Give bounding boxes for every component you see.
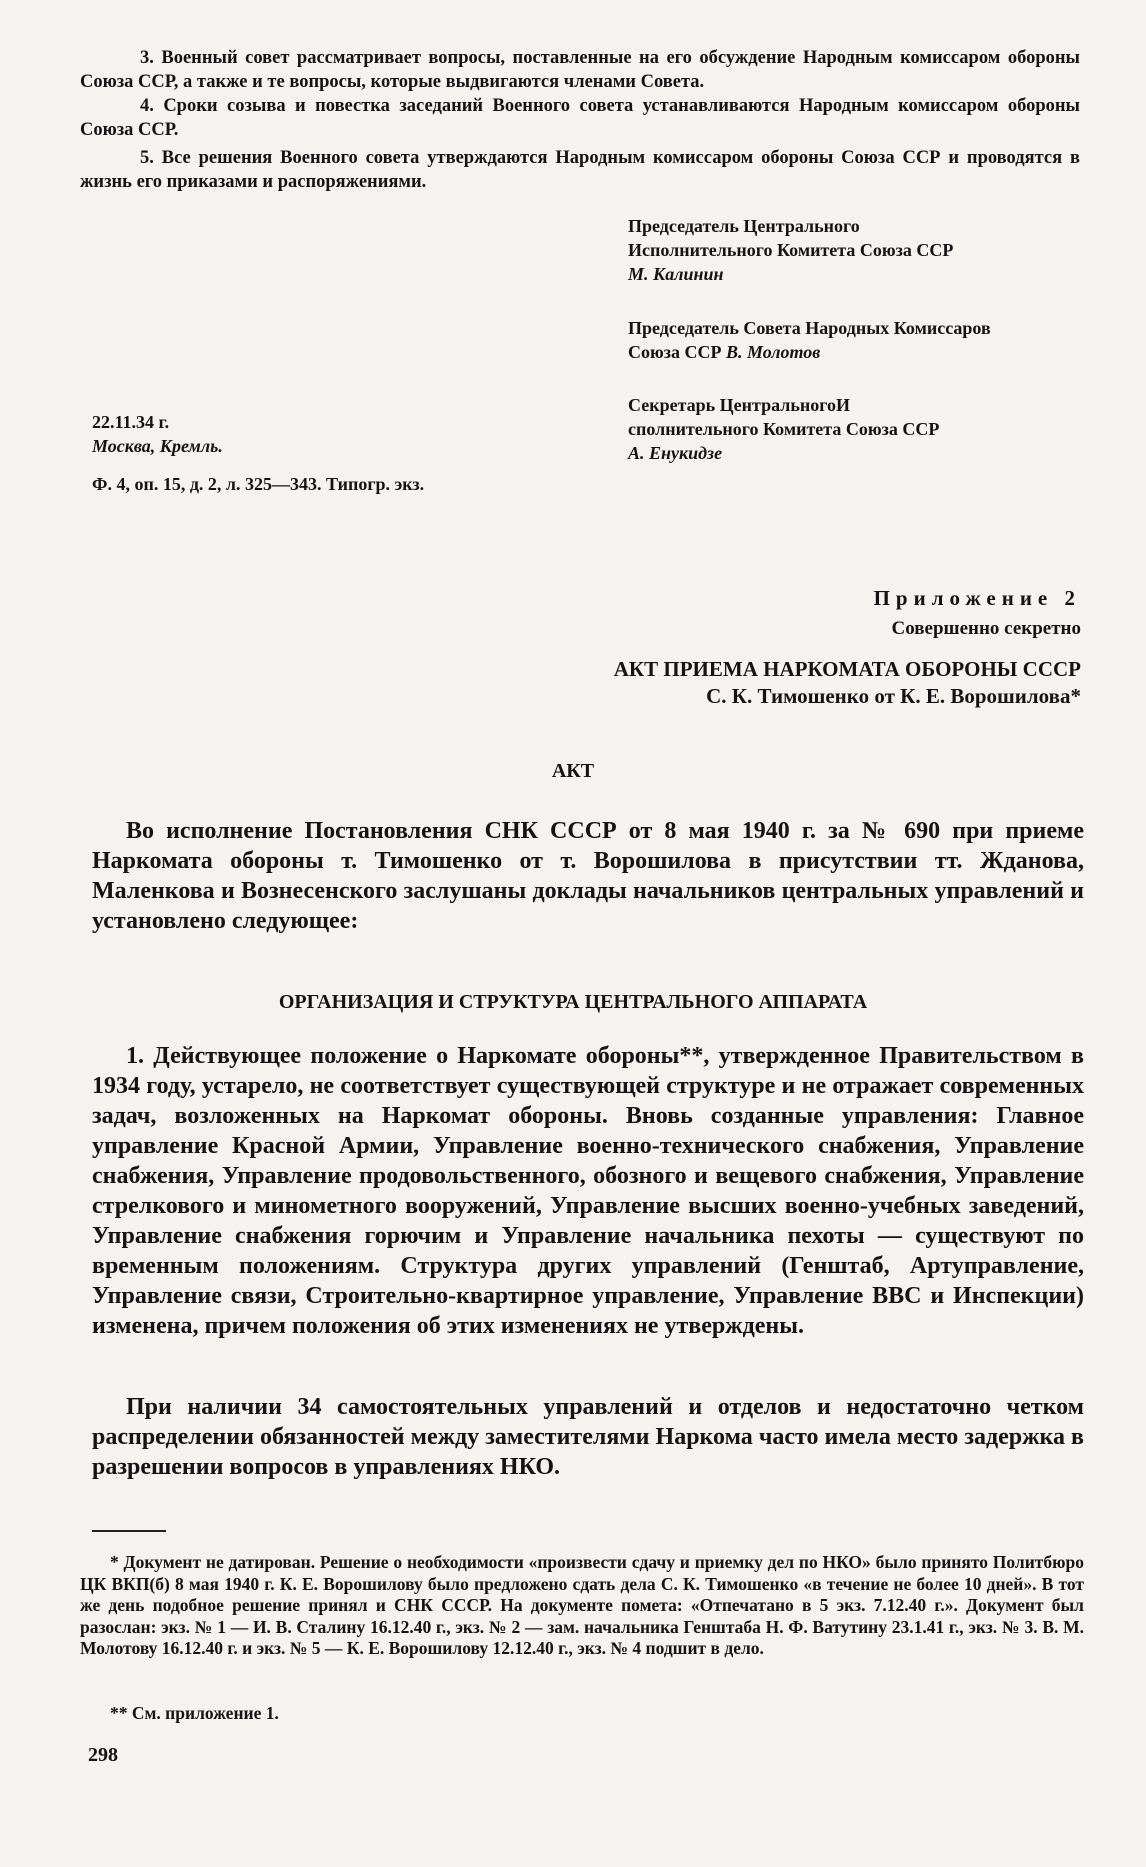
body-paragraph-1: 1. Действующее положение о Наркомате обороны**, утвержденное Правительством в 1934 году, устарело, не соответствует существующей структуре и не отражает современных задач, возложенных на Наркомат обороны. Вновь созданные управления: Главное управление Красной Армии, Управление военно-технического снабжения, Управление снабжения, Управление продовольственного, обозного и вещевого снабжения, Управление стрелкового и минометного вооружений, Управление высших военно-учебных заведений, Управление снабжения горючим и Управление начальника пехоты — существуют по временным положениям. Структура других управлений (Генштаб, Артуправление, Управление связи, Строительно-квартирное управление, Управление ВВС и Инспекции) изменена, причем положения об этих изменениях не утверждены.: [92, 1043, 1084, 1339]
archive-reference: Ф. 4, оп. 15, д. 2, л. 325—343. Типогр. экз.: [92, 474, 425, 494]
signature-name: В. Молотов: [725, 342, 821, 362]
act-title-line: АКТ ПРИЕМА НАРКОМАТА ОБОРОНЫ СССР: [613, 657, 1081, 681]
paragraph-5: 5. Все решения Военного совета утверждаются Народным комиссаром обороны Союза ССР и проводятся в жизнь его приказами и распоряжениями.: [80, 148, 1080, 192]
signature-title-line: Секретарь ЦентральногоИ: [628, 395, 850, 415]
paragraph-4: 4. Сроки созыва и повестка заседаний Военного совета устанавливаются Народным комиссаром обороны Союза ССР.: [80, 96, 1080, 140]
signature-title-line: Союза ССР: [628, 342, 722, 362]
paragraph-3: 3. Военный совет рассматривает вопросы, поставленные на его обсуждение Народным комиссаром обороны Союза ССР, а также и те вопросы, которые выдвигаются членами Совета.: [80, 48, 1080, 92]
act-title: [361, 656, 1081, 710]
signature-title-line: Исполнительного Комитета Союза ССР: [628, 240, 954, 260]
signature-title-line: Председатель Совета Народных Комиссаров: [628, 318, 991, 338]
document-date: 22.11.34 г.: [92, 412, 170, 432]
section-heading: ОРГАНИЗАЦИЯ И СТРУКТУРА ЦЕНТРАЛЬНОГО АППАРАТА: [278, 991, 868, 1013]
signature-name: А. Енукидзе: [628, 443, 723, 463]
footnote-1: * Документ не датирован. Решение о необходимости «произвести сдачу и приемку дел по НКО» было принято Политбюро ЦК ВКП(б) 8 мая 1940 г. К. Е. Ворошилову было предложено сдать дела С. К. Тимошенко «в течение не более 10 дней». В тот же день подобное решение принял и СНК СССР. На документе помета: «Отпечатано в 5 экз. 7.12.40 г.». Документ был разослан: экз. № 1 — И. В. Сталину 16.12.40 г., экз. № 2 — зам. начальника Генштаба Н. Ф. Ватутину 23.1.41 г., экз. № 3. В. М. Молотову 16.12.40 г. и экз. № 5 — К. Е. Ворошилову 12.12.40 г., экз. № 4 подшит в дело.: [80, 1552, 1084, 1658]
classification-stamp: Совершенно секретно: [891, 618, 1081, 639]
signature-title-line: сполнительного Комитета Союза ССР: [628, 419, 940, 439]
signature-enukidze: [628, 393, 1108, 465]
signature-molotov: [628, 316, 1108, 364]
footnote-divider: [92, 1530, 166, 1532]
page-number: 298: [88, 1744, 118, 1766]
act-heading: АКТ: [551, 760, 595, 782]
intro-paragraph: Во исполнение Постановления СНК СССР от 8 мая 1940 г. за № 690 при приеме Наркомата обороны т. Тимошенко от т. Ворошилова в присутствии тт. Жданова, Маленкова и Вознесенского заслушаны доклады начальников центральных управлений и установлено следующее:: [92, 818, 1084, 934]
document-place: Москва, Кремль.: [92, 436, 223, 456]
signature-title-line: Председатель Центрального: [628, 216, 860, 236]
appendix-label: Приложение 2: [873, 586, 1081, 610]
act-title-line: С. К. Тимошенко от К. Е. Ворошилова*: [706, 684, 1081, 708]
body-paragraph-2: При наличии 34 самостоятельных управлений и отделов и недостаточно четком распределении обязанностей между заместителями Наркома часто имела место задержка в разрешении вопросов в управлениях НКО.: [92, 1394, 1084, 1480]
footnote-2: ** См. приложение 1.: [110, 1703, 279, 1723]
signature-name: М. Калинин: [628, 264, 724, 284]
date-place: [92, 410, 223, 458]
signature-kalinin: [628, 214, 1108, 286]
